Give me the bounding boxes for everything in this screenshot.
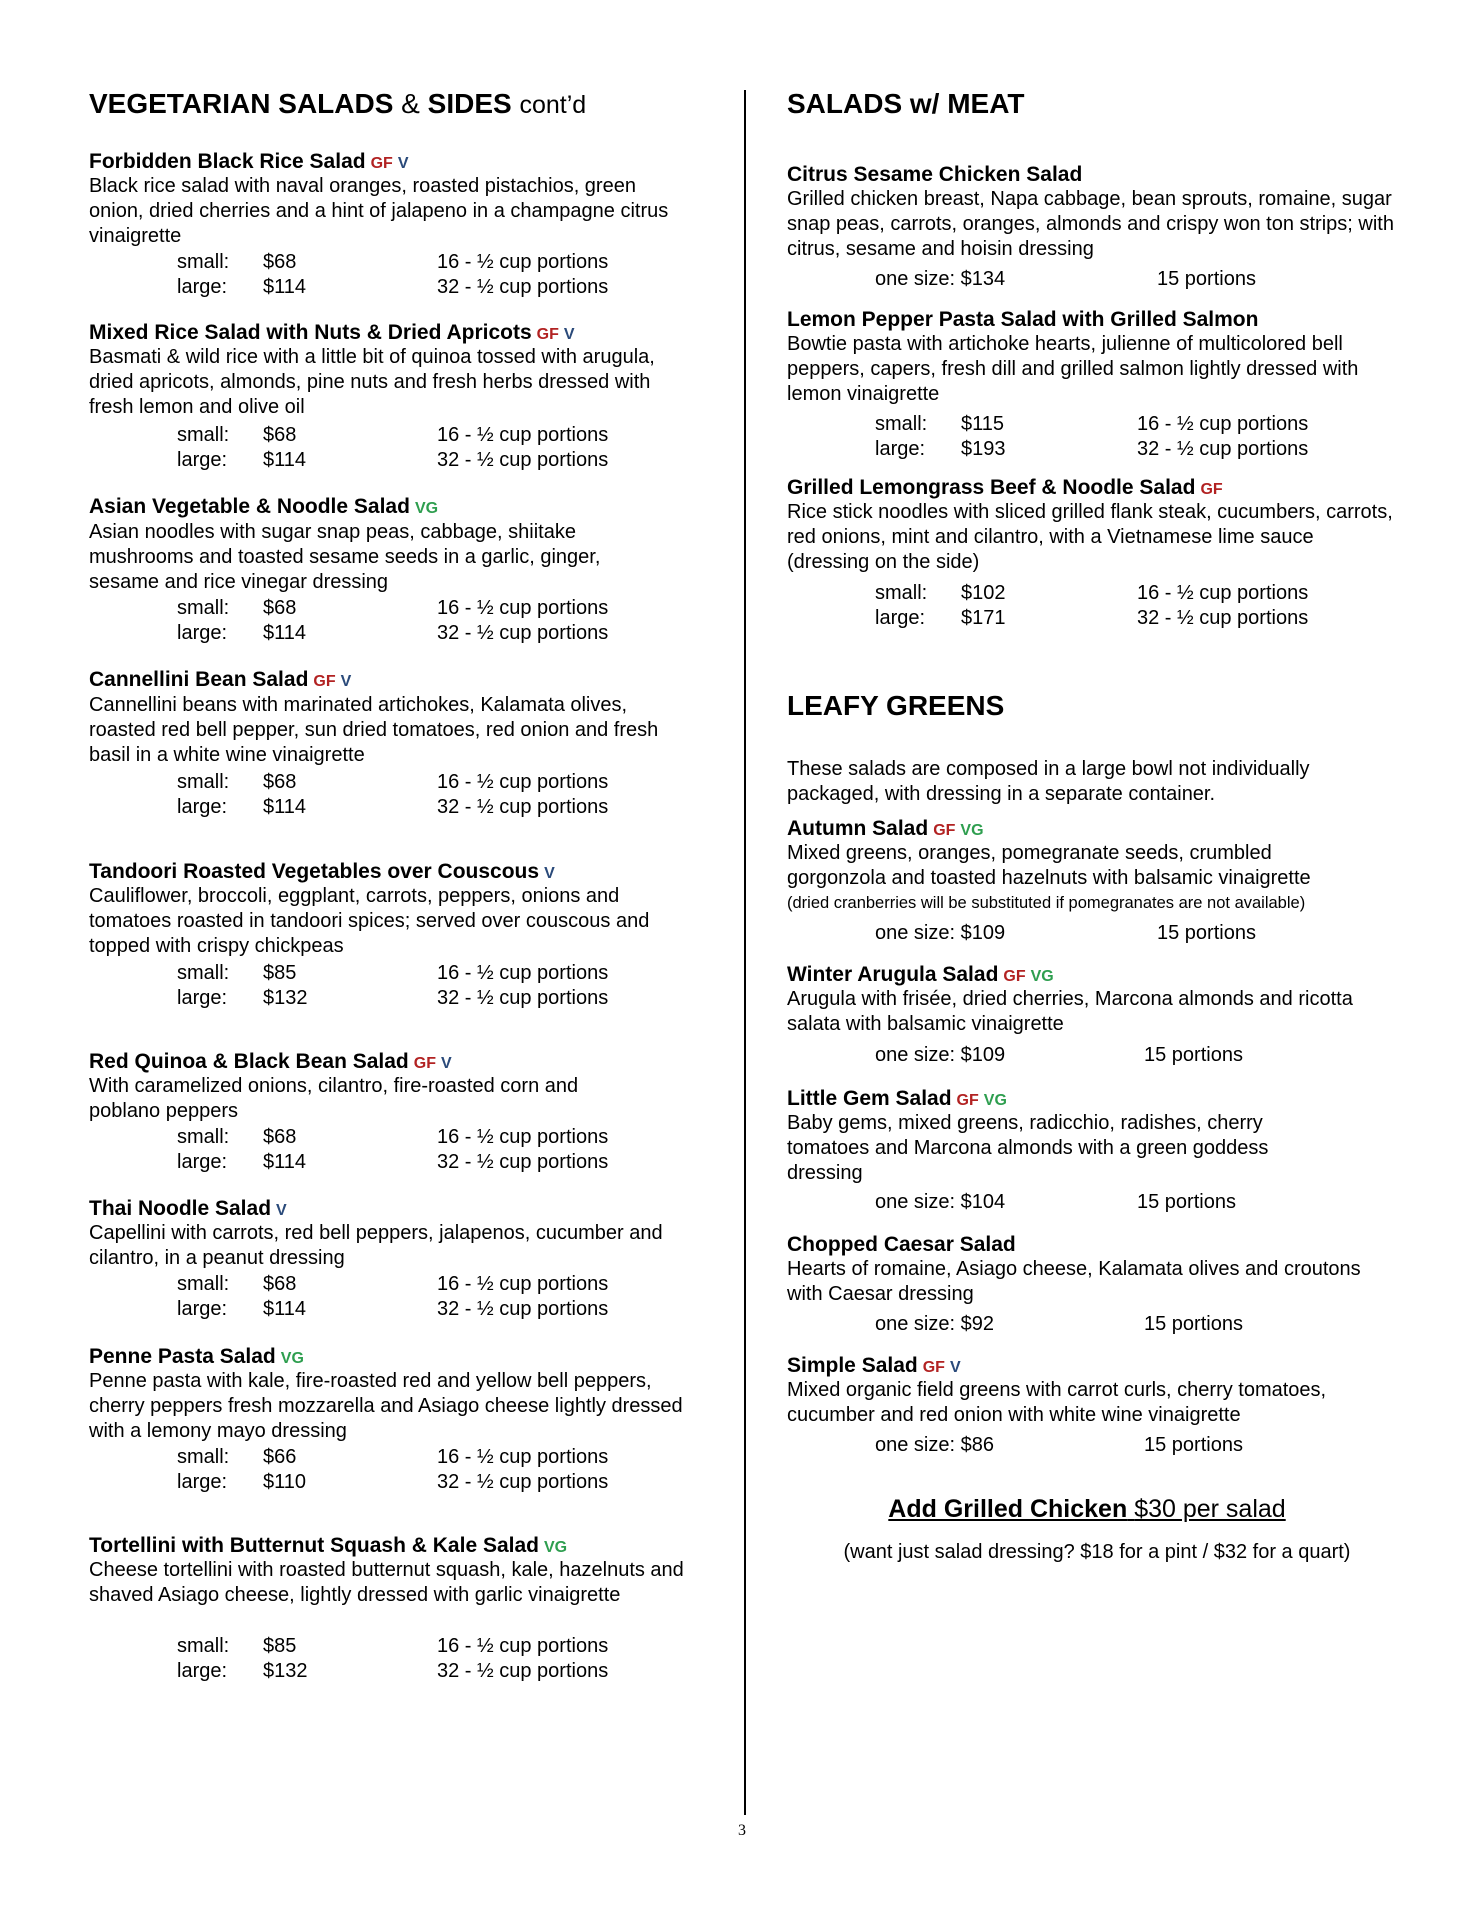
gf-tag: GF [313,673,336,690]
greens-intro: These salads are composed in a large bowl not individually packaged, with dressing in a separate container. [787,758,1310,805]
item-name: Mixed Rice Salad with Nuts & Dried Apricots GF V [89,321,575,344]
page-number: 3 [738,1822,746,1839]
item-description: Cheese tortellini with roasted butternut squash, kale, hazelnuts and shaved Asiago cheese, lightly dressed with garlic vinaigrette [89,1559,684,1606]
v-tag: V [949,1359,961,1376]
item-name: Lemon Pepper Pasta Salad with Grilled Salmon [787,308,1259,331]
item-name: Simple Salad GF V [787,1354,961,1377]
column-divider [744,90,746,1815]
item-name: Tortellini with Butternut Squash & Kale Salad VG [89,1534,568,1557]
item-description: Baby gems, mixed greens, radicchio, radishes, cherry tomatoes and Marcona almonds with a green goddess dressing [787,1112,1269,1184]
vg-tag: VG [543,1539,568,1556]
item-name: Tandoori Roasted Vegetables over Couscous V [89,860,555,883]
vg-tag: VG [280,1350,304,1367]
vg-tag: VG [960,822,984,839]
item-name: Red Quinoa & Black Bean Salad GF V [89,1050,452,1073]
vg-tag: VG [1030,968,1054,985]
gf-tag: GF [956,1092,979,1109]
v-tag: V [440,1055,452,1072]
gf-tag: GF [370,155,393,172]
vg-tag: VG [414,500,439,517]
item-name: Autumn Salad GF VG [787,817,984,840]
item-description: Bowtie pasta with artichoke hearts, julienne of multicolored bell peppers, capers, fresh dill and grilled salmon lightly dressed with lemon vinaigrette [787,333,1359,405]
item-name: Thai Noodle Salad V [89,1197,287,1220]
section-heading-meat: SALADS w/ MEAT [787,88,1025,119]
item-name: Asian Vegetable & Noodle Salad VG [89,495,439,518]
gf-tag: GF [413,1055,436,1072]
item-name: Forbidden Black Rice Salad GF V [89,150,409,173]
item-description: Mixed organic field greens with carrot curls, cherry tomatoes, cucumber and red onion with white wine vinaigrette [787,1379,1327,1426]
section-heading-vegetarian: VEGETARIAN SALADS & SIDES cont’d [89,88,587,119]
dressing-note: (want just salad dressing? $18 for a pint / $32 for a quart) [843,1541,1351,1563]
item-name: Chopped Caesar Salad [787,1233,1016,1256]
item-description: Cannellini beans with marinated artichokes, Kalamata olives, roasted red bell pepper, sun dried tomatoes, red onion and fresh basil in a white wine vinaigrette [89,694,659,766]
item-note: (dried cranberries will be substituted if pomegranates are not available) [787,894,1306,912]
item-name: Little Gem Salad GF VG [787,1087,1007,1110]
item-description: Mixed greens, oranges, pomegranate seeds, crumbled gorgonzola and toasted hazelnuts with balsamic vinaigrette [787,842,1311,889]
item-description: Rice stick noodles with sliced grilled flank steak, cucumbers, carrots, red onions, mint and cilantro, with a Vietnamese lime sauce (dressing on the side) [787,501,1393,573]
vg-tag: VG [983,1092,1007,1109]
v-tag: V [276,1202,287,1219]
item-name: Winter Arugula Salad GF VG [787,963,1054,986]
v-tag: V [340,673,352,690]
item-name: Cannellini Bean Salad GF V [89,668,352,691]
gf-tag: GF [1200,481,1223,498]
item-description: Arugula with frisée, dried cherries, Marcona almonds and ricotta salata with balsamic vinaigrette [787,988,1353,1035]
item-description: Black rice salad with naval oranges, roasted pistachios, green onion, dried cherries and a hint of jalapeno in a champagne citrus vinaigrette [89,175,669,247]
item-name: Grilled Lemongrass Beef & Noodle Salad GF [787,476,1223,499]
item-name: Penne Pasta Salad VG [89,1345,304,1368]
gf-tag: GF [922,1359,945,1376]
item-description: Cauliflower, broccoli, eggplant, carrots, peppers, onions and tomatoes roasted in tandoori spices; served over couscous and topped with crispy chickpeas [89,885,650,957]
item-description: Asian noodles with sugar snap peas, cabbage, shiitake mushrooms and toasted sesame seeds in a garlic, ginger, sesame and rice vinegar dressing [89,521,601,593]
item-description: Grilled chicken breast, Napa cabbage, bean sprouts, romaine, sugar snap peas, carrots, oranges, almonds and crispy won ton strips; with citrus, sesame and hoisin dressing [787,188,1394,260]
v-tag: V [563,326,575,343]
gf-tag: GF [933,822,956,839]
add-grilled-chicken: Add Grilled Chicken $30 per salad [888,1495,1286,1523]
v-tag: V [397,155,409,172]
item-description: Penne pasta with kale, fire-roasted red and yellow bell peppers, cherry peppers fresh mozzarella and Asiago cheese lightly dressed with a lemony mayo dressing [89,1370,683,1442]
gf-tag: GF [1003,968,1026,985]
item-description: With caramelized onions, cilantro, fire-roasted corn and poblano peppers [89,1075,579,1122]
item-description: Basmati & wild rice with a little bit of quinoa tossed with arugula, dried apricots, almonds, pine nuts and fresh herbs dressed with fresh lemon and olive oil [89,346,655,418]
item-description: Capellini with carrots, red bell peppers, jalapenos, cucumber and cilantro, in a peanut dressing [89,1222,663,1269]
gf-tag: GF [536,326,559,343]
section-heading-leafy-greens: LEAFY GREENS [787,690,1005,721]
v-tag: V [544,865,555,882]
item-name: Citrus Sesame Chicken Salad [787,163,1083,186]
item-description: Hearts of romaine, Asiago cheese, Kalamata olives and croutons with Caesar dressing [787,1258,1361,1305]
